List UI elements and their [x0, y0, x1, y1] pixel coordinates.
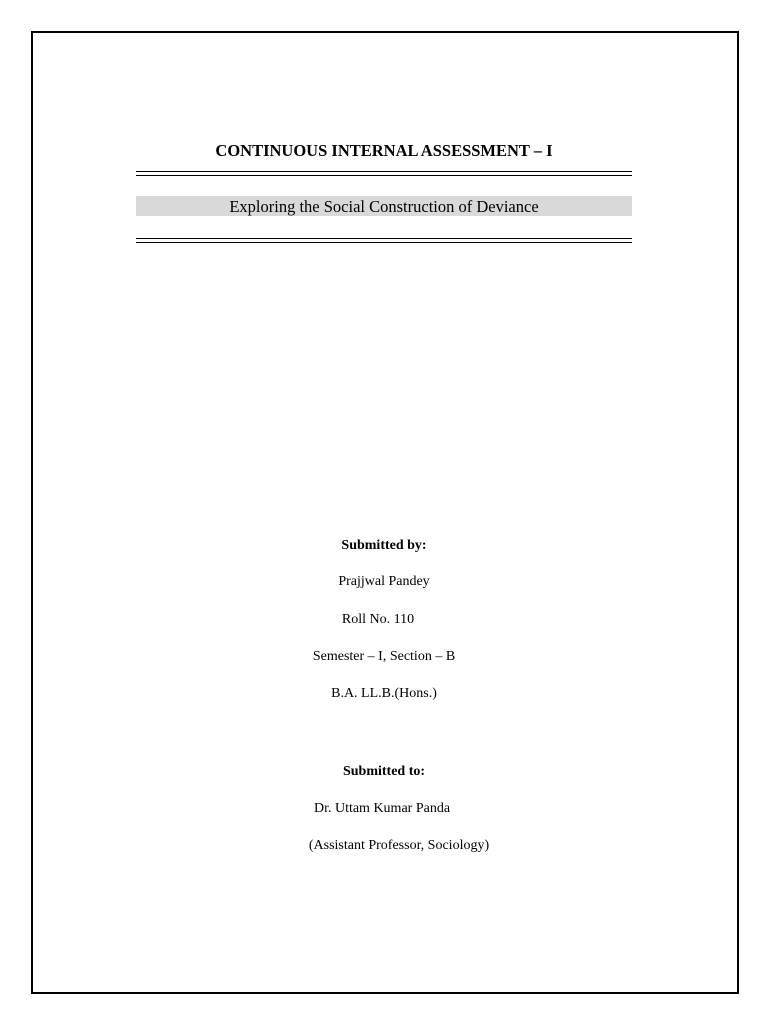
page-title: CONTINUOUS INTERNAL ASSESSMENT – I	[215, 141, 553, 160]
semester-section: Semester – I, Section – B	[312, 649, 456, 664]
faculty-designation: (Assistant Professor, Sociology)	[308, 838, 490, 853]
subtitle: Exploring the Social Construction of Deviance	[136, 196, 632, 216]
student-name: Prajjwal Pandey	[338, 574, 430, 589]
title-divider-bottom	[136, 238, 632, 243]
roll-number: Roll No. 110	[341, 612, 415, 627]
faculty-name: Dr. Uttam Kumar Panda	[313, 801, 451, 816]
submitted-to-heading: Submitted to:	[342, 764, 426, 779]
title-divider-top	[136, 171, 632, 176]
submitted-by-heading: Submitted by:	[341, 538, 427, 553]
program-name: B.A. LL.B.(Hons.)	[331, 686, 437, 701]
